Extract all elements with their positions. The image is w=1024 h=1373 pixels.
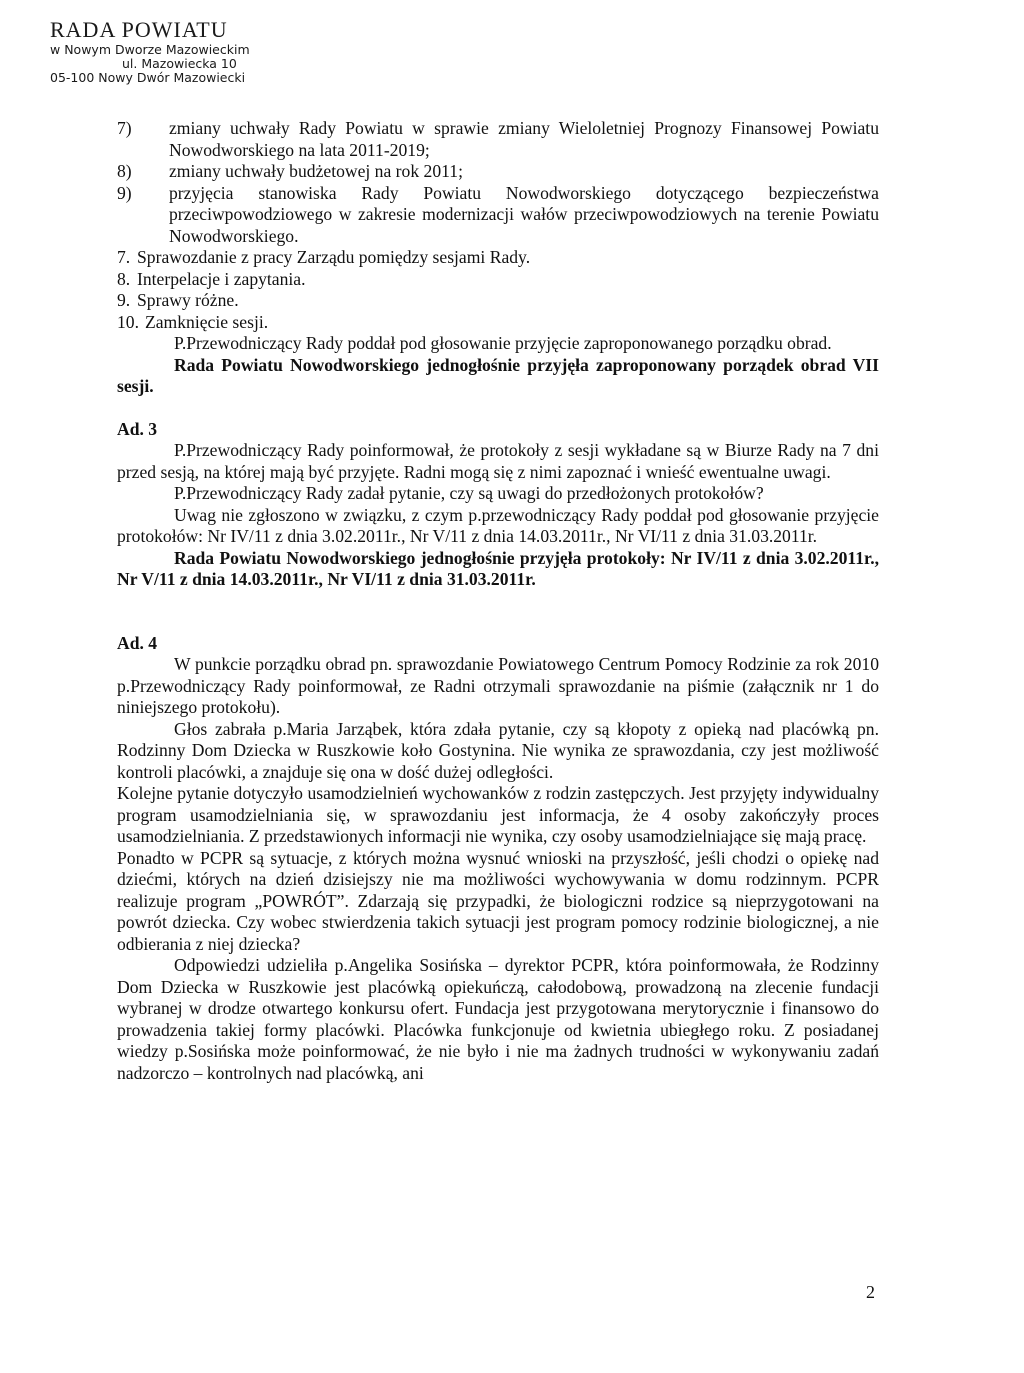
ad3-paragraph-2: P.Przewodniczący Rady zadał pytanie, czy są uwagi do przedłożonych protokołów? (174, 483, 764, 503)
vote-result: Rada Powiatu Nowodworskiego jednogłośnie przyjęła zaproponowany porządek obrad VII sesji. (117, 354, 879, 396)
ad4-paragraph-1: W punkcie porządku obrad pn. sprawozdanie Powiatowego Centrum Pomocy Rodzinie za rok 2010 p.Przewodniczący Rady poinformował, ze Radni otrzymali sprawozdanie na piśmie (załącznik nr 1 do niniejszego protokołu). (117, 654, 879, 717)
council-location: w Nowym Dworze Mazowieckim (50, 41, 250, 57)
agenda-list (117, 247, 879, 333)
council-street: ul. Mazowiecka 10 (122, 55, 237, 71)
section-heading-ad4: Ad. 4 (117, 632, 158, 653)
list-item: 10. Zamknięcie sesji. (117, 311, 269, 332)
ad4-paragraph-3: Kolejne pytanie dotyczyło usamodzielnień wychowanków z rodzin zastępczych. Jest przyjęty indywidualny program usamodzielniania się, w sprawozdaniu jest informacja, że 4 osoby zakończyły proces usamodzielniania. Z przedstawionych informacji nie wynika, czy osoby usamodzielniające się mają pracę. (117, 783, 879, 846)
page-number: 2 (866, 1282, 875, 1302)
list-item: 7) zmiany uchwały Rady Powiatu w sprawie zmiany Wieloletniej Prognozy Finansowej Powiatu Nowodworskiego na lata 2011-2019; (117, 118, 879, 160)
list-item: 7. Sprawozdanie z pracy Zarządu pomiędzy sesjami Rady. (117, 247, 531, 267)
list-item: 8. Interpelacje i zapytania. (117, 268, 306, 289)
ad3-vote-result: Rada Powiatu Nowodworskiego jednogłośnie przyjęła protokoły: Nr IV/11 z dnia 3.02.2011r., Nr V/11 z dnia 14.03.2011r., Nr VI/11 z dnia 31.03.2011r. (117, 547, 879, 589)
council-name: RADA POWIATU (50, 17, 228, 42)
document-body (117, 118, 879, 1084)
vote-paragraph: P.Przewodniczący Rady poddał pod głosowanie przyjęcie zaproponowanego porządku obrad. (174, 333, 832, 353)
list-item: 9) przyjęcia stanowiska Rady Powiatu Nowodworskiego dotyczącego bezpieczeństwa przeciwpowodziowego w zakresie modernizacji wałów przeciwpowodziowych na terenie Powiatu Nowodworskiego. (117, 182, 879, 246)
ad4-paragraph-4: Ponadto w PCPR są sytuacje, z których można wysnuć wnioski na przyszłość, jeśli chodzi o opiekę nad dziećmi, których na dzień dzisiejszy nie ma możliwości wychowywania w domu rodzinnym. PCPR realizuje program „POWRÓT”. Zdarzają się przypadki, że biologiczni rodzice są nieprzygotowani na powrót dziecka. Czy wobec stwierdzenia takich sytuacji jest program pomocy rodzinie biologicznej, a nie odbierania z niej dziecka? (117, 847, 879, 954)
subitems-list (117, 118, 879, 247)
list-item: 8) zmiany uchwały budżetowej na rok 2011; (117, 161, 463, 181)
letterhead-stamp (50, 18, 250, 85)
council-postcode: 05-100 Nowy Dwór Mazowiecki (50, 69, 246, 85)
ad4-paragraph-2: Głos zabrała p.Maria Jarząbek, która zdała pytanie, czy są kłopoty z opieką nad placówką pn. Rodzinny Dom Dziecka w Ruszkowie koło Gostynina. Nie wynika ze sprawozdania, czy jest możliwość kontroli placówki, a znajduje się ona w dość dużej odległości. (117, 718, 879, 782)
ad3-paragraph-3: Uwag nie zgłoszono w związku, z czym p.przewodniczący Rady poddał pod głosowanie przyjęcie protokołów: Nr IV/11 z dnia 3.02.2011r., Nr V/11 z dnia 14.03.2011r., Nr VI/11 z dnia 31.03.2011r. (117, 504, 879, 546)
ad3-paragraph-1: P.Przewodniczący Rady poinformował, że protokoły z sesji wykładane są w Biurze Rady na 7 dni przed sesją, na której mają być przyjęte. Radni mogą się z nimi zapoznać i wnieść ewentualne uwagi. (117, 440, 879, 482)
list-item: 9. Sprawy różne. (117, 290, 239, 310)
ad4-paragraph-5: Odpowiedzi udzieliła p.Angelika Sosińska – dyrektor PCPR, która poinformowała, że Rodzinny Dom Dziecka w Ruszkowie jest placówką opiekuńczą, całodobową, prowadzoną na zlecenie fundacji wybranej w drodze otwartego konkursu ofert. Fundacja jest przygotowana merytorycznie i finansowo do prowadzenia takiej formy placówki. Placówka funkcjonuje od kwietnia ubiegłego roku. Z posiadanej wiedzy p.Sosińska może poinformować, że nie było i nie ma żadnych trudności w wykonywaniu zadań nadzorczo – kontrolnych nad placówką, ani (117, 955, 879, 1083)
section-heading-ad3: Ad. 3 (117, 418, 158, 439)
